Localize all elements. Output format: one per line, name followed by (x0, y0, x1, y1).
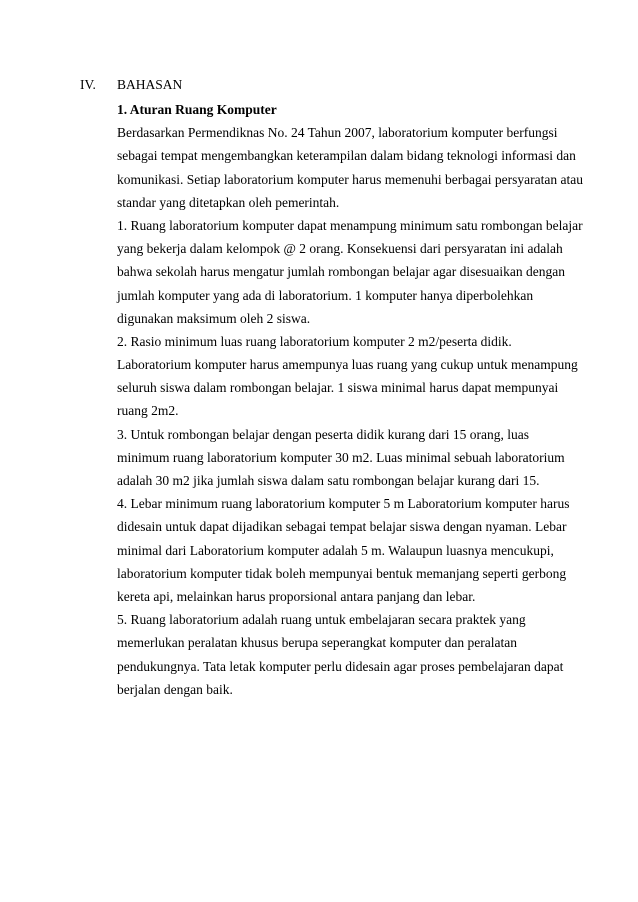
body-line: didesain untuk dapat dijadikan sebagai tempat belajar siswa dengan nyaman. Lebar (117, 519, 567, 535)
body-line: minimal dari Laboratorium komputer adalah 5 m. Walaupun luasnya mencukupi, (117, 542, 554, 558)
body-line: 1. Ruang laboratorium komputer dapat menampung minimum satu rombongan belajar (117, 217, 583, 233)
body-line: adalah 30 m2 jika jumlah siswa dalam satu rombongan belajar kurang dari 15. (117, 473, 540, 488)
body-line: seluruh siswa dalam rombongan belajar. 1 siswa minimal harus dapat mempunyai (117, 380, 559, 396)
body-line: 2. Rasio minimum luas ruang laboratorium komputer 2 m2/peserta didik. (117, 333, 512, 349)
body-line: laboratorium komputer tidak boleh mempunyai bentuk memanjang seperti gerbong (117, 565, 567, 581)
body-line: jumlah komputer yang ada di laboratorium. 1 komputer hanya diperbolehkan (117, 287, 534, 303)
body-line: ruang 2m2. (117, 403, 179, 419)
body-line: komunikasi. Setiap laboratorium komputer harus memenuhi berbagai persyaratan atau (117, 171, 583, 187)
body-line: minimum ruang laboratorium komputer 30 m2. Luas minimal sebuah laboratorium (117, 449, 565, 465)
body-line: digunakan maksimum oleh 2 siswa. (117, 310, 311, 326)
body-line: Laboratorium komputer harus amempunya luas ruang yang cukup untuk menampung (117, 357, 578, 373)
body-line: 5. Ruang laboratorium adalah ruang untuk embelajaran secara praktek yang (117, 612, 526, 628)
section-number: IV. (80, 77, 96, 92)
body-line: pendukungnya. Tata letak komputer perlu didesain agar proses pembelajaran dapat (117, 658, 564, 674)
body-line: Berdasarkan Permendiknas No. 24 Tahun 2007, laboratorium komputer berfungsi (117, 125, 558, 141)
body-line: sebagai tempat mengembangkan keterampilan dalam bidang teknologi informasi dan (117, 148, 576, 164)
body-line: 3. Untuk rombongan belajar dengan peserta didik kurang dari 15 orang, luas (117, 426, 530, 442)
section-title: BAHASAN (117, 77, 183, 92)
body-line: 4. Lebar minimum ruang laboratorium komputer 5 m Laboratorium komputer harus (117, 496, 570, 512)
body-line: memerlukan peralatan khusus berupa seperangkat komputer dan peralatan (117, 635, 517, 651)
body-line: yang bekerja dalam kelompok @ 2 orang. Konsekuensi dari persyaratan ini adalah (117, 241, 563, 257)
body-line: bahwa sekolah harus mengatur jumlah rombongan belajar agar disesuaikan dengan (117, 264, 565, 280)
body-line: kereta api, melainkan harus proporsional antara panjang dan lebar. (117, 588, 476, 604)
subheading: 1. Aturan Ruang Komputer (117, 102, 277, 117)
section-body (117, 98, 583, 701)
body-line: standar yang ditetapkan oleh pemerintah. (117, 194, 340, 210)
body-line: berjalan dengan baik. (117, 681, 233, 697)
